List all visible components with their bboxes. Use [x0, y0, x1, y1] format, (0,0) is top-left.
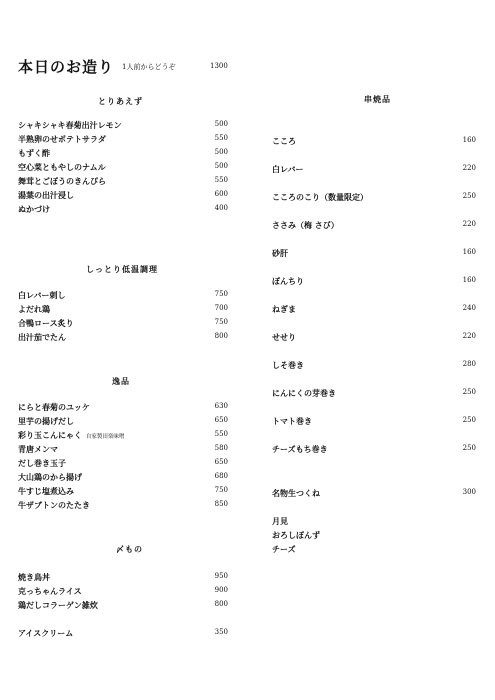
menu-item: よだれ鶏 700: [18, 304, 228, 314]
menu-item: 鶏だしコラーゲン雑炊 800: [18, 600, 228, 610]
menu-item: 半熟卵のせポテトサラダ 550: [18, 134, 228, 144]
menu-item: シャキシャキ春菊出汁レモン 500: [18, 120, 228, 130]
menu-item-dessert: アイスクリーム 350: [18, 628, 228, 638]
menu-item: にんにくの芽巻き 250: [272, 388, 476, 398]
menu-item: ささみ（梅 さび） 220: [272, 220, 476, 230]
menu-item: 焼き鳥丼 950: [18, 572, 228, 582]
menu-item: 合鴨ロース炙り 750: [18, 318, 228, 328]
menu-item: ぬかづけ 400: [18, 204, 228, 214]
item-note: 自家製田楽味噌: [85, 434, 125, 440]
menu-item: 名物生つくね 300: [272, 488, 476, 498]
menu-item: 里芋の揚げだし 650: [18, 416, 228, 426]
menu-item: チーズもち巻き 250: [272, 444, 476, 454]
section-heading-kushiyaki: 串焼品: [364, 94, 391, 104]
section-heading-teion: しっとり低温調理: [86, 264, 158, 274]
tsukune-option: チーズ: [272, 544, 296, 554]
menu-item: トマト巻き 250: [272, 416, 476, 426]
section-heading-shime: 〆もの: [116, 544, 143, 554]
menu-item: ぼんちり 160: [272, 276, 476, 286]
menu-item: にらと春菊のユッケ 630: [18, 402, 228, 412]
section-heading-ipin: 逸品: [112, 376, 130, 386]
menu-item: 青唐メンマ 580: [18, 444, 228, 454]
page-title: 本日のお造り: [18, 58, 115, 76]
title-price: 1300: [210, 62, 228, 70]
menu-item: だし巻き玉子 650: [18, 458, 228, 468]
menu-item: しそ巻き 280: [272, 360, 476, 370]
menu-item: 空心菜ともやしのナムル 500: [18, 162, 228, 172]
menu-item: こころ 160: [272, 136, 476, 146]
menu-item: 克っちゃんライス 900: [18, 586, 228, 596]
section-heading-toriaezu: とりあえず: [98, 96, 143, 106]
menu-item: 舞茸とごぼうのきんぴら 550: [18, 176, 228, 186]
menu-item: せせり 220: [272, 332, 476, 342]
tsukune-option: おろしぽんず: [272, 530, 320, 540]
menu-item: 出汁茄でたん 800: [18, 332, 228, 342]
menu-item: もずく酢 500: [18, 148, 228, 158]
menu-item: こころのこり（数量限定） 250: [272, 192, 476, 202]
menu-item: ねぎま 240: [272, 304, 476, 314]
menu-item: 牛すじ塩煮込み 750: [18, 486, 228, 496]
menu-item: 白レバー 220: [272, 164, 476, 174]
menu-item: 砂肝 160: [272, 248, 476, 258]
menu-item: 湯葉の出汁浸し 600: [18, 190, 228, 200]
tsukune-option: 月見: [272, 516, 288, 526]
menu-item: 白レバー刺し 750: [18, 290, 228, 300]
menu-item: 大山鶏のから揚げ 680: [18, 472, 228, 482]
menu-item: 牛ザブトンのたたき 850: [18, 500, 228, 510]
title-note: 1人前からどうぞ: [122, 63, 176, 71]
menu-item: 彩り玉こんにゃく 自家製田楽味噌 550: [18, 430, 228, 440]
